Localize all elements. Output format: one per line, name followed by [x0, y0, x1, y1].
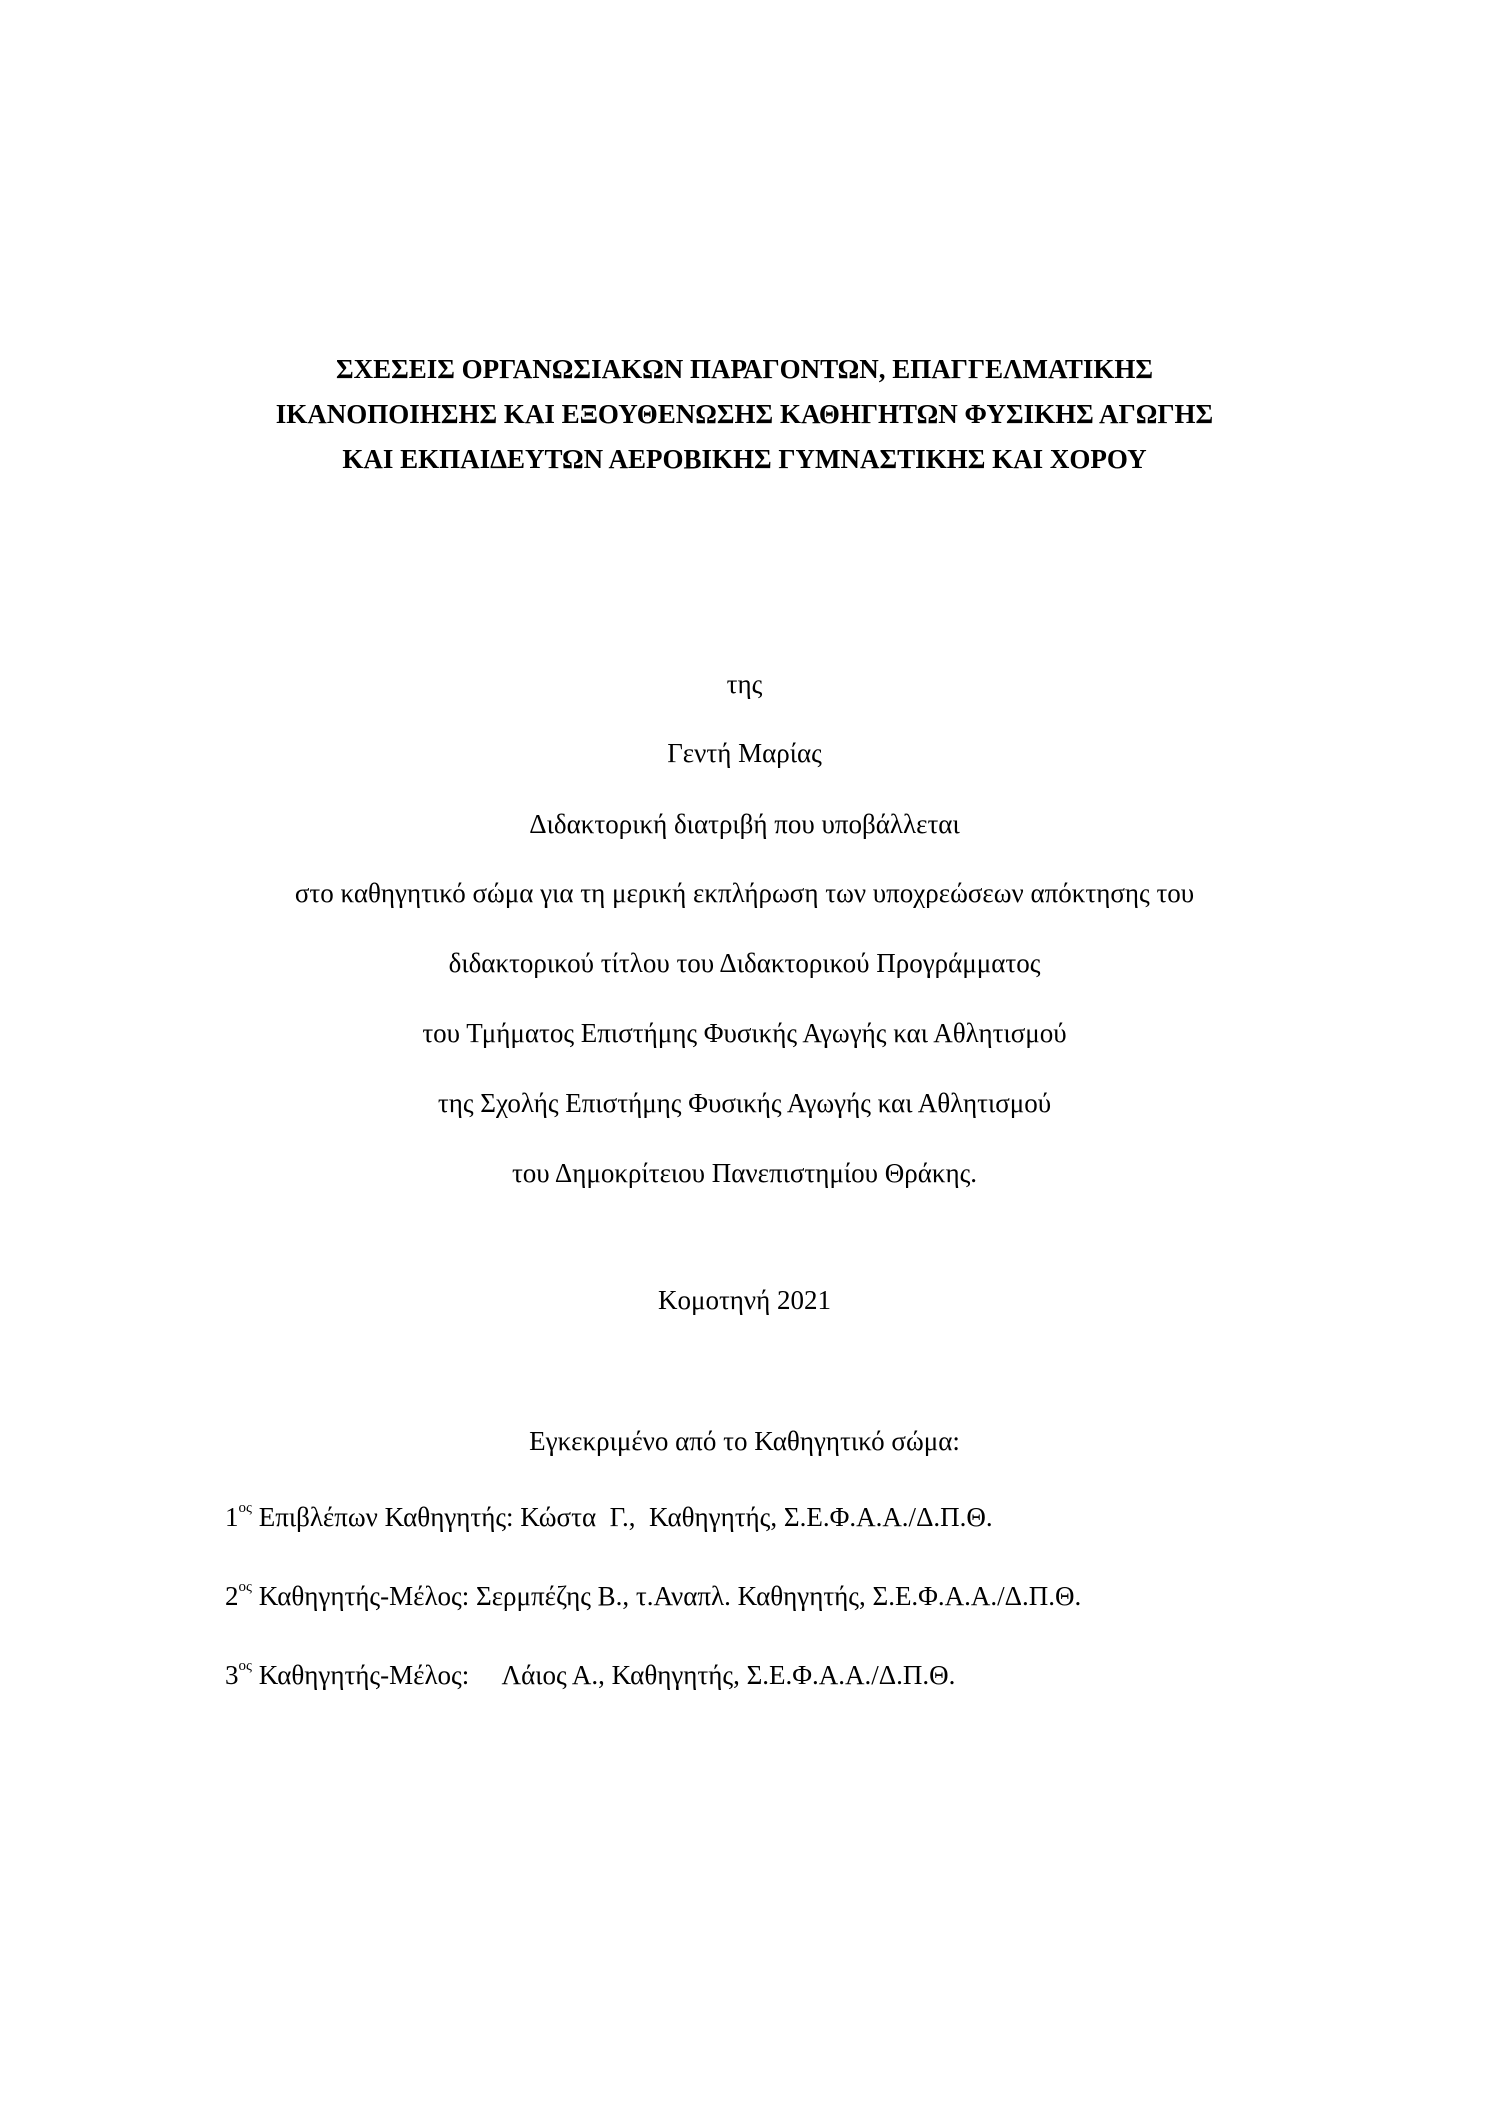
submission-line-3: διδακτορικού τίτλου του Διδακτορικού Προγράμματος [448, 948, 1041, 978]
committee-member-2-ordinal: ος [238, 1579, 252, 1595]
author-name: Γεντή Μαρίας [667, 738, 822, 768]
committee-member-2 [225, 1580, 1081, 1612]
committee-member-1-ordinal: ος [238, 1500, 252, 1516]
committee-member-3-number: 3 [225, 1660, 239, 1690]
committee-member-3-ordinal: ος [238, 1658, 252, 1674]
submission-line-4: του Τμήματος Επιστήμης Φυσικής Αγωγής και Αθλητισμού [422, 1018, 1067, 1048]
place-and-date: Κομοτηνή 2021 [657, 1285, 832, 1315]
thesis-title-line-1: ΣΧΕΣΕΙΣ ΟΡΓΑΝΩΣΙΑΚΩΝ ΠΑΡΑΓΟΝΤΩΝ, ΕΠΑΓΓΕΛΜΑΤΙΚΗΣ [335, 354, 1154, 384]
committee-member-1-text: Επιβλέπων Καθηγητής: Κώστα Γ., Καθηγητής, Σ.Ε.Φ.Α.Α./Δ.Π.Θ. [251, 1502, 993, 1532]
submission-line-1: Διδακτορική διατριβή που υποβάλλεται [529, 809, 960, 839]
committee-heading: Εγκεκριμένο από το Καθηγητικό σώμα: [529, 1426, 960, 1456]
thesis-title-line-2: ΙΚΑΝΟΠΟΙΗΣΗΣ ΚΑΙ ΕΞΟΥΘΕΝΩΣΗΣ ΚΑΘΗΓΗΤΩΝ ΦΥΣΙΚΗΣ ΑΓΩΓΗΣ [275, 399, 1214, 429]
author-prefix: της [726, 669, 763, 699]
submission-line-5: της Σχολής Επιστήμης Φυσικής Αγωγής και Αθλητισμού [437, 1088, 1052, 1118]
submission-line-2: στο καθηγητικό σώμα για τη μερική εκπλήρωση των υποχρεώσεων απόκτησης του [294, 878, 1195, 908]
committee-member-1-number: 1 [225, 1502, 239, 1532]
thesis-title-line-3: ΚΑΙ ΕΚΠΑΙΔΕΥΤΩΝ ΑΕΡΟΒΙΚΗΣ ΓΥΜΝΑΣΤΙΚΗΣ ΚΑΙ ΧΟΡΟΥ [342, 444, 1147, 474]
thesis-title [0, 347, 1489, 482]
committee-member-2-number: 2 [225, 1581, 239, 1611]
committee-member-1 [225, 1501, 993, 1533]
committee-member-3-text: Καθηγητής-Μέλος: Λάιος Α., Καθηγητής, Σ.Ε.Φ.Α.Α./Δ.Π.Θ. [251, 1660, 956, 1690]
committee-member-3 [225, 1659, 955, 1691]
submission-line-6: του Δημοκρίτειου Πανεπιστημίου Θράκης. [511, 1158, 978, 1188]
committee-member-2-text: Καθηγητής-Μέλος: Σερμπέζης Β., τ.Αναπλ. Καθηγητής, Σ.Ε.Φ.Α.Α./Δ.Π.Θ. [251, 1581, 1082, 1611]
